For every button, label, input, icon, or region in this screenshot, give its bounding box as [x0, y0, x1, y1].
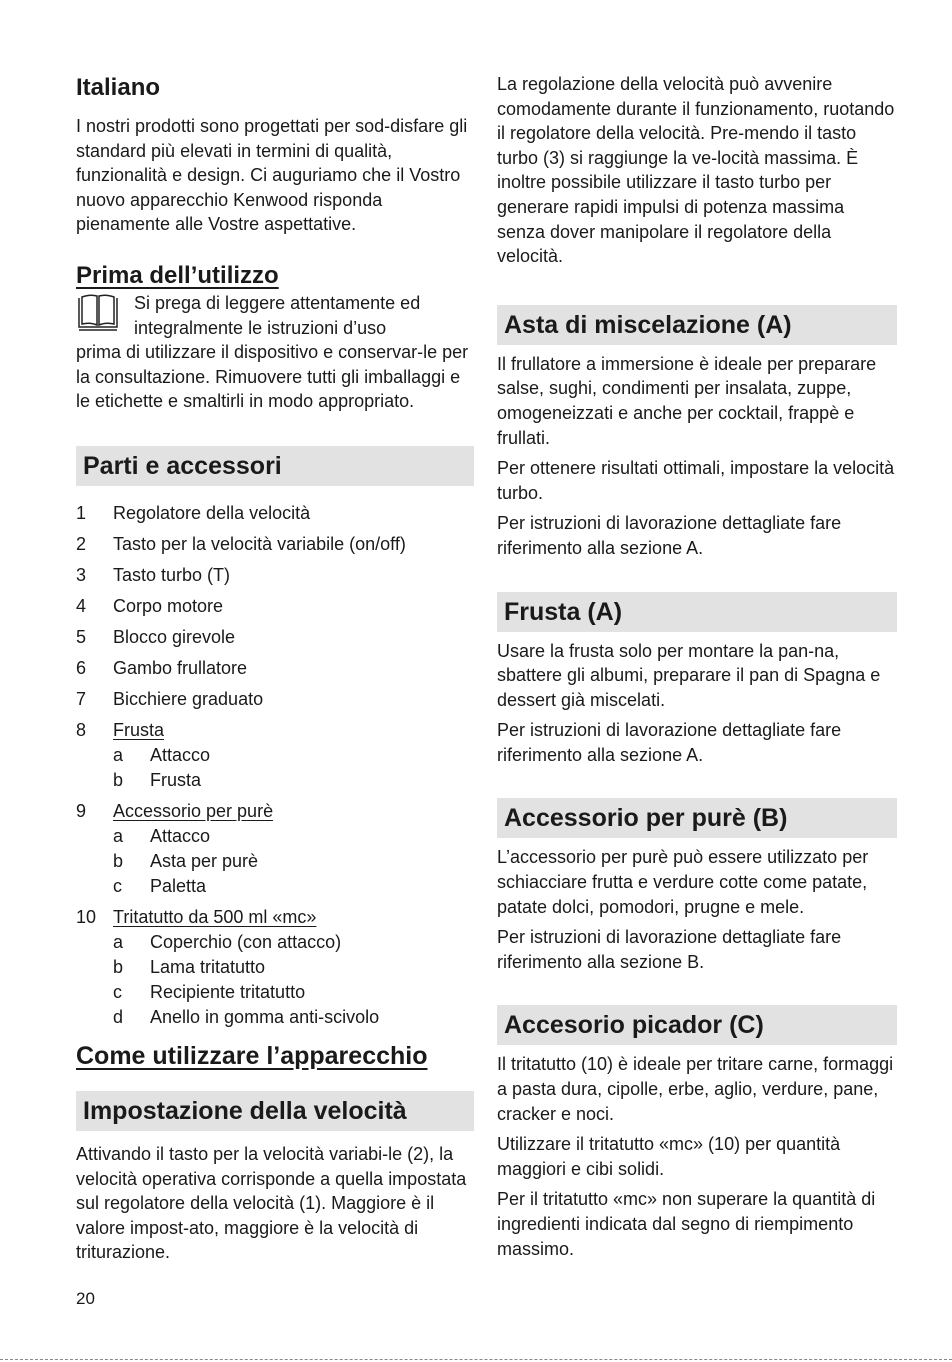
part-item [76, 594, 474, 619]
subitem-label: Coperchio (con attacco) [150, 931, 342, 952]
come-heading: Come utilizzare l’apparecchio [76, 1041, 428, 1070]
part-number: 9 [76, 800, 87, 821]
part-label: Tasto turbo (T) [113, 564, 231, 585]
right-column [497, 72, 897, 1267]
part-item [76, 656, 474, 681]
page-number: 20 [76, 1289, 95, 1308]
part-number: 7 [76, 688, 87, 709]
subitem-letter: c [113, 981, 122, 1002]
subitem-letter: a [113, 825, 124, 846]
subitem-label: Recipiente tritatutto [150, 981, 306, 1002]
picador-p2: Utilizzare il tritatutto «mc» (10) per quantità maggiori e cibi solidi. [497, 1134, 841, 1179]
part-item [76, 905, 474, 1030]
part-number: 2 [76, 533, 87, 554]
asta-p1: Il frullatore a immersione è ideale per preparare salse, sughi, condimenti per insalata, zuppe, omogeneizzati e anche per cocktail, frappè e frullati. [497, 353, 877, 448]
part-label: Blocco girevole [113, 626, 236, 647]
subitem-letter: a [113, 931, 124, 952]
language-title: Italiano [76, 74, 161, 101]
part-label: Bicchiere graduato [113, 688, 264, 709]
part-item [76, 532, 474, 557]
subitem-letter: b [113, 769, 124, 790]
picador-heading: Accesorio picador (C) [497, 1005, 897, 1045]
intro-paragraph: I nostri prodotti sono progettati per sod-disfare gli standard più elevati in termini di qualità, funzionalità e design. Ci auguriamo che il Vostro nuovo apparecchio Kenwood risponda pienamente alle Vostre aspettative. [76, 116, 468, 235]
part-subitem [113, 824, 474, 849]
prima-line-2: integralmente le istruzioni d’uso [134, 317, 387, 338]
picador-p3: Per il tritatutto «mc» non superare la quantità di ingredienti indicata dal segno di riempimento massimo. [497, 1189, 876, 1259]
part-item [76, 625, 474, 650]
part-number: 4 [76, 595, 87, 616]
picador-p1: Il tritatutto (10) è ideale per tritare carne, formaggi a pasta dura, cipolle, erbe, aglio, verdure, pane, cracker e noci. [497, 1054, 894, 1124]
left-column [76, 72, 474, 1271]
subitem-label: Paletta [150, 875, 207, 896]
parts-list [76, 501, 474, 1030]
subitem-letter: c [113, 875, 122, 896]
subitem-letter: a [113, 744, 124, 765]
part-subitem [113, 743, 474, 768]
subitem-label: Anello in gomma anti-scivolo [150, 1006, 380, 1027]
prima-section [76, 291, 474, 414]
subitem-letter: b [113, 956, 124, 977]
part-label: Accessorio per purè [113, 800, 274, 821]
part-number: 1 [76, 502, 87, 523]
part-label: Gambo frullatore [113, 657, 248, 678]
subitem-label: Frusta [150, 769, 202, 790]
subitem-label: Asta per purè [150, 850, 259, 871]
part-label: Regolatore della velocità [113, 502, 311, 523]
impostazione-text: Attivando il tasto per la velocità variabi-le (2), la velocità operativa corrisponde a quella impostata sul regolatore della velocità (1). Maggiore è il valore impost-ato, maggiore è la velocità di triturazione. [76, 1143, 467, 1263]
subitem-label: Attacco [150, 825, 211, 846]
part-number: 8 [76, 719, 87, 740]
part-item [76, 687, 474, 712]
prima-heading: Prima dell’utilizzo [76, 261, 279, 289]
part-label: Frusta [113, 719, 165, 740]
pure-heading: Accessorio per purè (B) [497, 798, 897, 838]
part-number: 3 [76, 564, 87, 585]
asta-p2: Per ottenere risultati ottimali, impostare la velocità turbo. [497, 458, 895, 503]
prima-line-1: Si prega di leggere attentamente ed [134, 292, 421, 313]
impostazione-heading: Impostazione della velocità [76, 1091, 474, 1131]
part-item [76, 563, 474, 588]
part-subitem [113, 1005, 474, 1030]
prima-rest: prima di utilizzare il dispositivo e conservar-le per la consultazione. Rimuovere tutti gli imballaggi e le etichette e smaltirli in modo appropriato. [76, 342, 469, 412]
subitem-letter: b [113, 850, 124, 871]
part-label: Corpo motore [113, 595, 224, 616]
frusta-heading: Frusta (A) [497, 592, 897, 632]
part-subitem [113, 874, 474, 899]
part-label: Tasto per la velocità variabile (on/off) [113, 533, 406, 554]
right-intro: La regolazione della velocità può avvenire comodamente durante il funzionamento, ruotando il regolatore della velocità. Pre-mendo il tasto turbo (3) si raggiunge la ve-locità massima. È inoltre possibile utilizzare il tasto turbo per generare rapidi impulsi di potenza massima senza dover manipolare il regolatore della velocità. [497, 74, 895, 267]
part-subitem [113, 980, 474, 1005]
asta-heading: Asta di miscelazione (A) [497, 305, 897, 345]
part-subitem [113, 849, 474, 874]
frusta-p2: Per istruzioni di lavorazione dettagliate fare riferimento alla sezione A. [497, 720, 842, 765]
part-number: 5 [76, 626, 87, 647]
footer-rule [0, 1359, 952, 1360]
asta-p3: Per istruzioni di lavorazione dettagliate fare riferimento alla sezione A. [497, 513, 842, 558]
book-icon [76, 293, 120, 333]
subitem-letter: d [113, 1006, 124, 1027]
part-number: 10 [76, 906, 97, 927]
pure-p2: Per istruzioni di lavorazione dettagliate fare riferimento alla sezione B. [497, 927, 842, 972]
subitem-label: Lama tritatutto [150, 956, 266, 977]
pure-p1: L’accessorio per purè può essere utilizzato per schiacciare frutta e verdure cotte come patate, patate dolci, pomodori, prugne e mele. [497, 847, 869, 917]
part-label: Tritatutto da 500 ml «mc» [113, 906, 317, 927]
part-item [76, 501, 474, 526]
part-item [76, 718, 474, 793]
part-subitem [113, 930, 474, 955]
frusta-p1: Usare la frusta solo per montare la pan-na, sbattere gli albumi, preparare il pan di Spagna e dessert già miscelati. [497, 640, 881, 710]
part-item [76, 799, 474, 899]
subitem-label: Attacco [150, 744, 211, 765]
parti-heading: Parti e accessori [76, 446, 474, 486]
part-subitem [113, 955, 474, 980]
part-subitem [113, 768, 474, 793]
part-number: 6 [76, 657, 87, 678]
